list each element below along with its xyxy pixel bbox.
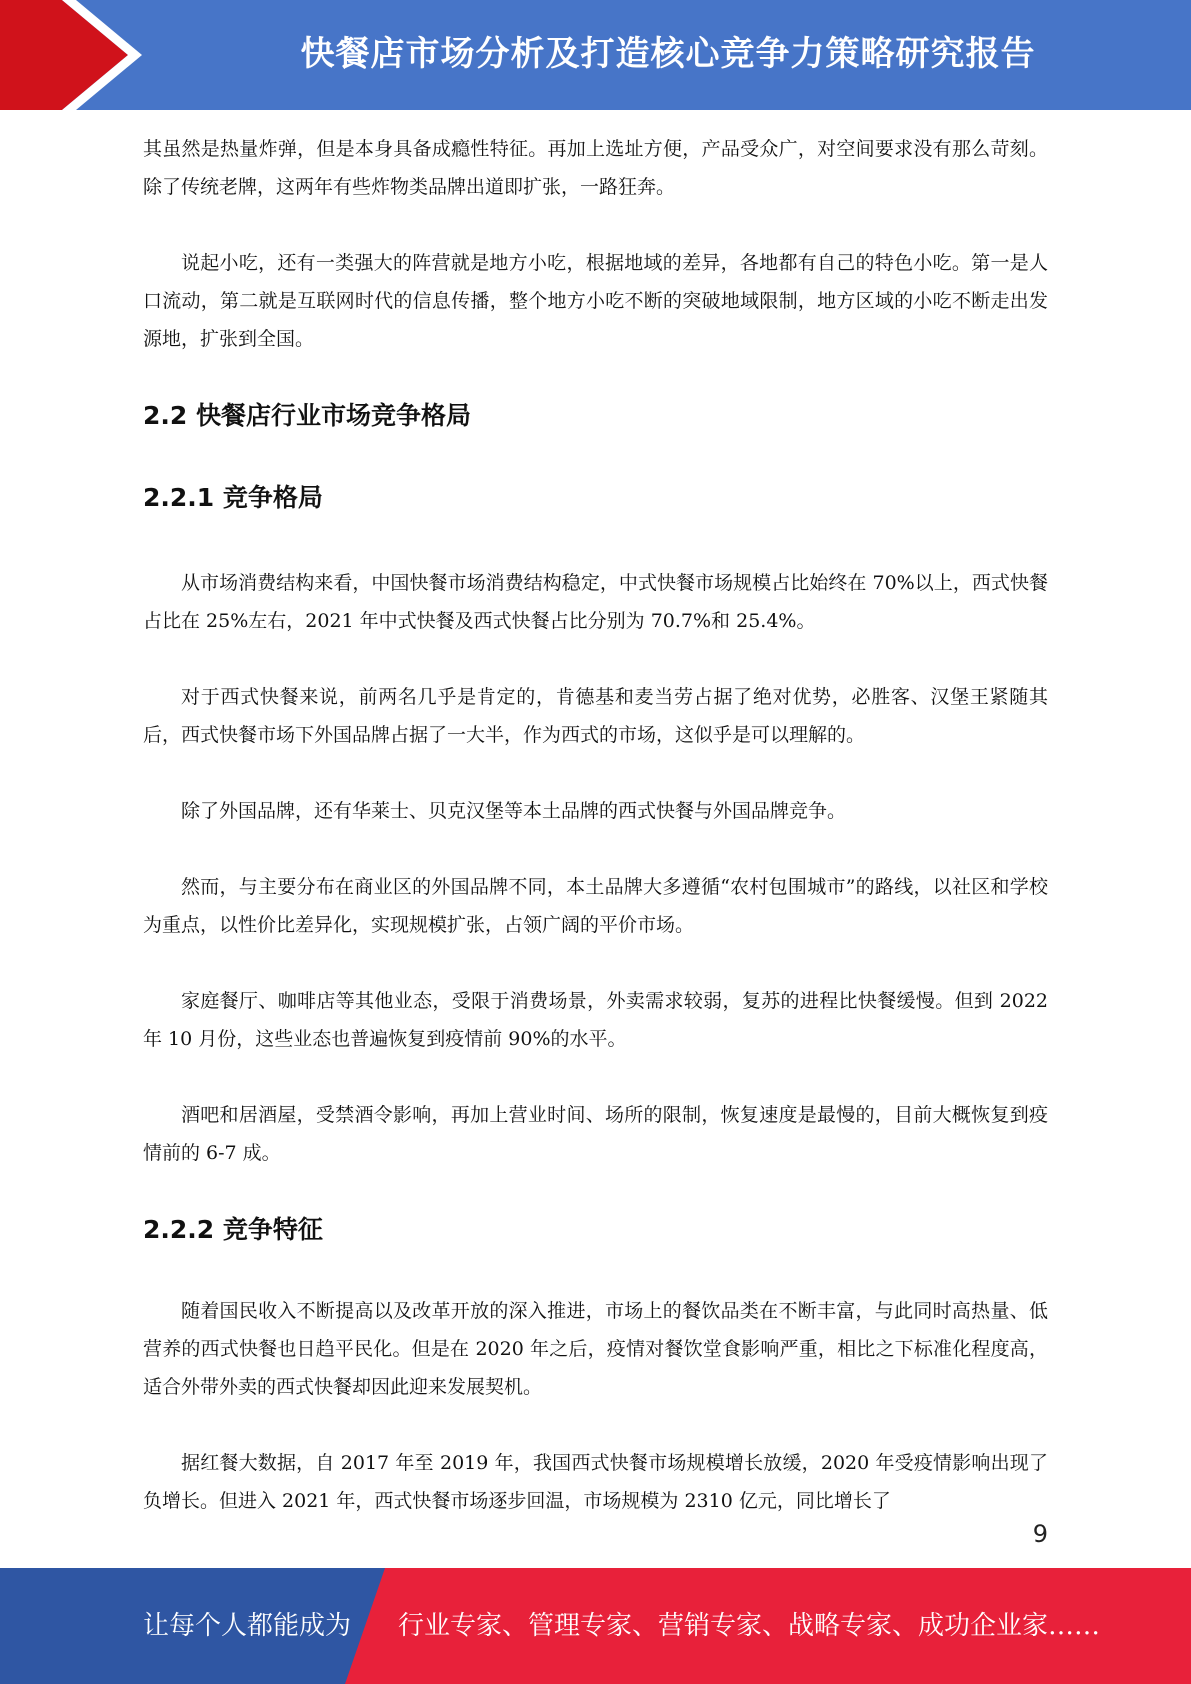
paragraph: 说起小吃，还有一类强大的阵营就是地方小吃，根据地域的差异，各地都有自己的特色小吃。第一是人口流动，第二就是互联网时代的信息传播，整个地方小吃不断的突破地域限制，地方区域的小吃不断走出发源地，扩张到全国。: [143, 252, 1048, 350]
document-body: [143, 130, 1048, 1558]
document-title: 快餐店市场分析及打造核心竞争力策略研究报告: [300, 34, 1036, 74]
paragraph: 除了外国品牌，还有华莱士、贝克汉堡等本土品牌的西式快餐与外国品牌竞争。: [181, 800, 847, 822]
paragraph: 随着国民收入不断提高以及改革开放的深入推进，市场上的餐饮品类在不断丰富，与此同时高热量、低营养的西式快餐也日趋平民化。但是在 2020 年之后，疫情对餐饮堂食影响严重，相比之下标准化程度高，适合外带外卖的西式快餐却因此迎来发展契机。: [143, 1300, 1048, 1398]
page-header: [0, 0, 1191, 110]
paragraph: 据红餐大数据，自 2017 年至 2019 年，我国西式快餐市场规模增长放缓，2020 年受疫情影响出现了负增长。但进入 2021 年，西式快餐市场逐步回温，市场规模为 2310 亿元，同比增长了: [143, 1452, 1048, 1512]
header-chevron-icon: [0, 0, 160, 110]
paragraph: 从市场消费结构来看，中国快餐市场消费结构稳定，中式快餐市场规模占比始终在 70%以上，西式快餐占比在 25%左右，2021 年中式快餐及西式快餐占比分别为 70.7%和 25.4%。: [143, 572, 1048, 632]
section-heading-2-2: 2.2 快餐店行业市场竞争格局: [143, 401, 471, 430]
page-number: 9: [1032, 1520, 1048, 1548]
section-heading-2-2-1: 2.2.1 竞争格局: [143, 483, 323, 512]
paragraph: 家庭餐厅、咖啡店等其他业态，受限于消费场景，外卖需求较弱，复苏的进程比快餐缓慢。但到 2022 年 10 月份，这些业态也普遍恢复到疫情前 90%的水平。: [143, 990, 1048, 1050]
paragraph: 对于西式快餐来说，前两名几乎是肯定的，肯德基和麦当劳占据了绝对优势，必胜客、汉堡王紧随其后，西式快餐市场下外国品牌占据了一大半，作为西式的市场，这似乎是可以理解的。: [143, 686, 1048, 746]
paragraph: 然而，与主要分布在商业区的外国品牌不同，本土品牌大多遵循“农村包围城市”的路线，以社区和学校为重点，以性价比差异化，实现规模扩张，占领广阔的平价市场。: [143, 876, 1048, 936]
paragraph: 其虽然是热量炸弹，但是本身具备成瘾性特征。再加上选址方便，产品受众广，对空间要求没有那么苛刻。除了传统老牌，这两年有些炸物类品牌出道即扩张，一路狂奔。: [143, 138, 1048, 198]
paragraph: 酒吧和居酒屋，受禁酒令影响，再加上营业时间、场所的限制，恢复速度是最慢的，目前大概恢复到疫情前的 6-7 成。: [143, 1104, 1048, 1164]
footer-slogan-left: 让每个人都能成为: [143, 1611, 352, 1641]
footer-slogan-right: 行业专家、管理专家、营销专家、战略专家、成功企业家……: [398, 1611, 1101, 1641]
section-heading-2-2-2: 2.2.2 竞争特征: [143, 1215, 323, 1244]
page-footer: [0, 1568, 1191, 1684]
